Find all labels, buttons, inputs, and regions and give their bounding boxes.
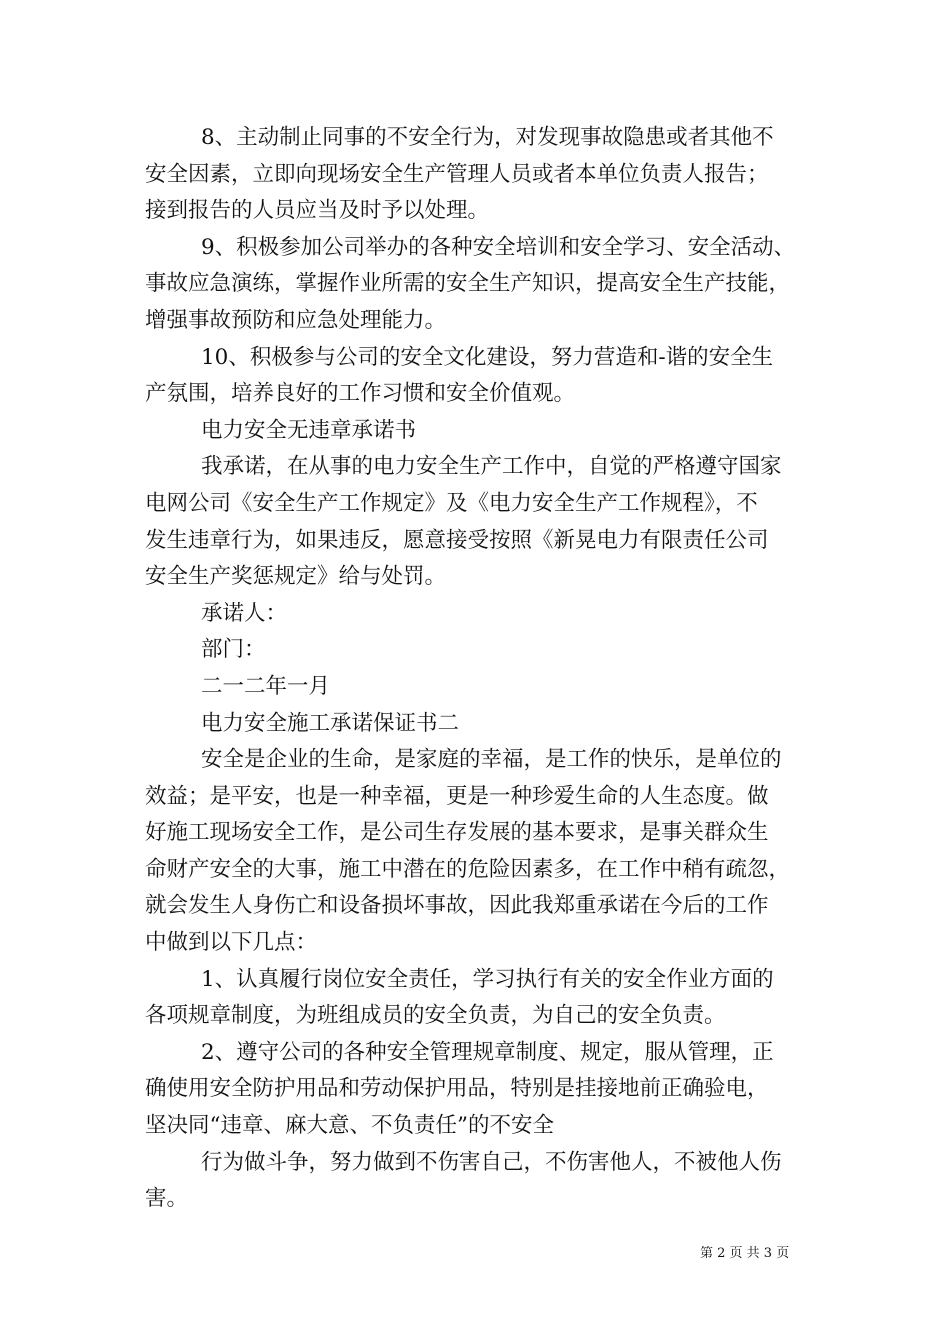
signer-label: 承诺人：	[201, 600, 288, 626]
text-line: 坚决同“违章、麻大意、不负责任”的不安全	[145, 1113, 554, 1139]
text-line: 就会发生人身伤亡和设备损坏事故，因此我郑重承诺在今后的工作	[145, 893, 769, 919]
page-number-footer: 第 2 页 共 3 页	[700, 1246, 790, 1261]
text-line: 增强事故预防和应急处理能力。	[145, 307, 447, 333]
department-label: 部门：	[201, 637, 266, 663]
text-line: 命财产安全的大事，施工中潜在的危险因素多，在工作中稍有疏忽，	[145, 856, 791, 882]
document-body	[145, 120, 813, 1218]
text-line: 行为做斗争，努力做到不伤害自己，不伤害他人，不被他人伤	[201, 1149, 782, 1175]
text-line: 效益；是平安，也是一种幸福，更是一种珍爱生命的人生态度。做	[145, 783, 769, 809]
text-line: 安全生产奖惩规定》给与处罚。	[145, 564, 447, 590]
text-line: 10、积极参与公司的安全文化建设，努力营造和-谐的安全生	[201, 344, 774, 370]
text-line: 9、积极参加公司举办的各种安全培训和安全学习、安全活动、	[201, 234, 796, 260]
text-line: 我承诺，在从事的电力安全生产工作中，自觉的严格遵守国家	[201, 454, 782, 480]
text-line: 各项规章制度，为班组成员的安全负责，为自己的安全负责。	[145, 1003, 726, 1029]
text-line: 2、遵守公司的各种安全管理规章制度、规定，服从管理，正	[201, 1039, 774, 1065]
date-line: 二一二年一月	[201, 673, 331, 699]
text-line: 电网公司《安全生产工作规定》及《电力安全生产工作规程》，不	[145, 490, 758, 516]
text-line: 安全是企业的生命，是家庭的幸福，是工作的快乐，是单位的	[201, 747, 782, 773]
text-line: 8、主动制止同事的不安全行为，对发现事故隐患或者其他不	[201, 125, 774, 150]
text-line: 好施工现场安全工作，是公司生存发展的基本要求，是事关群众生	[145, 820, 769, 846]
section-title: 电力安全无违章承诺书	[201, 417, 417, 443]
text-line: 产氛围，培养良好的工作习惯和安全价值观。	[145, 381, 576, 407]
text-line: 1、认真履行岗位安全责任，学习执行有关的安全作业方面的	[201, 966, 774, 992]
text-line: 发生违章行为，如果违反，愿意接受按照《新晃电力有限责任公司	[145, 527, 769, 553]
text-line: 害。	[145, 1186, 189, 1212]
text-line: 确使用安全防护用品和劳动保护用品，特别是挂接地前正确验电，	[145, 1076, 769, 1102]
text-line: 中做到以下几点：	[145, 930, 318, 956]
text-line: 安全因素，立即向现场安全生产管理人员或者本单位负责人报告；	[145, 161, 769, 187]
section-title: 电力安全施工承诺保证书二	[201, 710, 460, 736]
text-line: 接到报告的人员应当及时予以处理。	[145, 198, 490, 224]
text-line: 事故应急演练，掌握作业所需的安全生产知识，提高安全生产技能，	[145, 271, 791, 297]
